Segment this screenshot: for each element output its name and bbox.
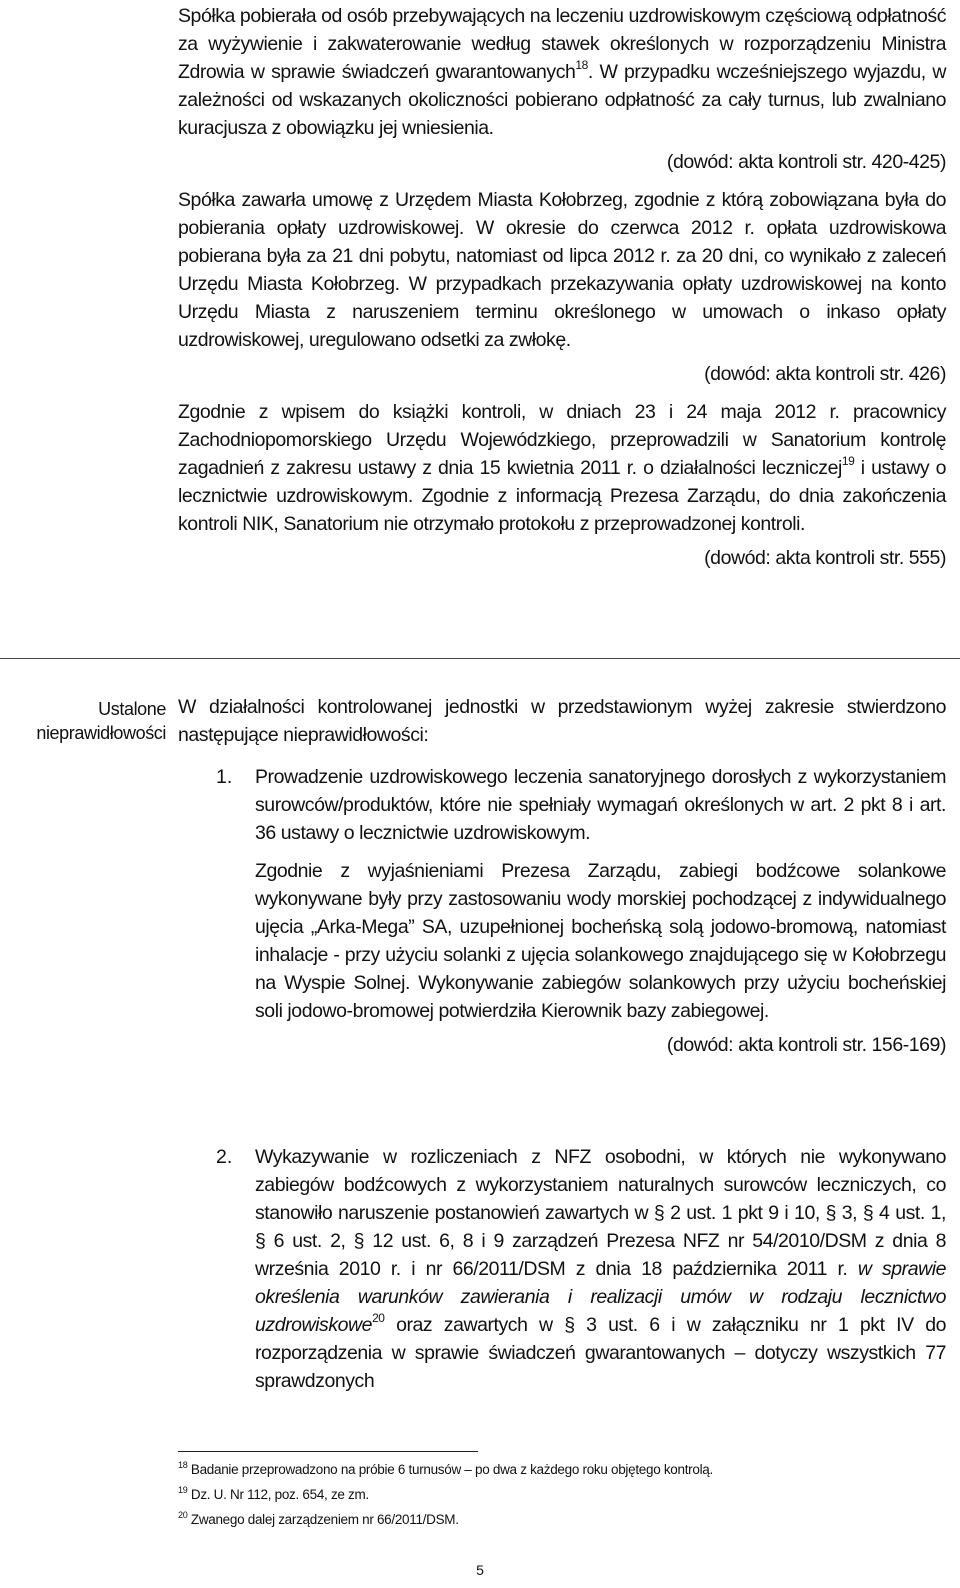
page-number: 5 (476, 1562, 484, 1578)
irregularities-intro: W działalności kontrolowanej jednostki w przedstawionym wyżej zakresie stwierdzono następujące nieprawidłowości: (178, 696, 946, 746)
paragraph-partial-payment (178, 2, 946, 142)
paragraph-inspection (178, 398, 946, 538)
evidence-reference: (dowód: akta kontroli str. 156-169) (666, 1034, 946, 1056)
side-label-line: nieprawidłowości (36, 723, 166, 743)
irregularities-section (178, 693, 946, 749)
list-item-text (255, 1143, 946, 1395)
regulation-title: w sprawie określenia warunków zawierania i realizacji umów w rodzaju lecznictwo uzdrowiskowe (255, 1258, 946, 1336)
side-label-line: Ustalone (98, 699, 166, 719)
evidence-reference: (dowód: akta kontroli str. 555) (704, 547, 946, 569)
paragraph-text-rest: i ustawy o lecznictwie uzdrowiskowym. Zgodnie z informacją Prezesa Zarządu, do dnia zakończenia kontroli NIK, Sanatorium nie otrzymało protokołu z przeprowadzonej kontroli. (178, 457, 946, 535)
footnote-ref-19[interactable]: 19 (841, 453, 855, 468)
list-number: 1. (216, 766, 233, 788)
footnote-separator (178, 1451, 478, 1452)
paragraph-text: Spółka pobierała od osób przebywających na leczeniu uzdrowiskowym częściową odpłatność za wyżywienie i zakwaterowanie według stawek określonych w rozporządzeniu Ministra Zdrowia w sprawie świadczeń gwarantowanych (178, 5, 946, 83)
evidence-reference: (dowód: akta kontroli str. 420-425) (666, 151, 946, 173)
footnote-ref-18[interactable]: 18 (575, 57, 588, 72)
footnote-text: Zwanego dalej zarządzeniem nr 66/2011/DSM. (190, 1512, 459, 1527)
footnote-number: 19 (178, 1484, 188, 1495)
footnote-number: 18 (178, 1459, 188, 1470)
paragraph-text: Zgodnie z wpisem do książki kontroli, w dniach 23 i 24 maja 2012 r. pracownicy Zachodniopomorskiego Urzędu Wojewódzkiego, przeprowadzili w Sanatorium kontrolę zagadnień z zakresu ustawy z dnia 15 kwietnia 2011 r. o działalności leczniczej (178, 401, 946, 479)
list-item-explanation: Zgodnie z wyjaśnieniami Prezesa Zarządu, zabiegi bodźcowe solankowe wykonywane były przy zastosowaniu wody morskiej pochodzącej z indywidualnego ujęcia „Arka-Mega” SA, uzupełnionej bocheńską solą jodowo-bromową, natomiast inhalacje - przy użyciu solanki z ujęcia solankowego znajdującego się w Kołobrzegu na Wyspie Solnej. Wykonywanie zabiegów solankowych przy użyciu bocheńskiej soli jodowo-bromowej potwierdziła Kierownik bazy zabiegowej. (255, 860, 946, 1022)
top-section (178, 2, 946, 572)
section-divider (0, 658, 960, 659)
footnote-text: Badanie przeprowadzono na próbie 6 turnusów – po dwa z każdego roku objętego kontrolą. (190, 1462, 713, 1477)
list-body (255, 763, 946, 1059)
list-item-text: Prowadzenie uzdrowiskowego leczenia sanatoryjnego dorosłych z wykorzystaniem surowców/produktów, które nie spełniały wymagań określonych w art. 2 pkt 8 i art. 36 ustawy o lecznictwie uzdrowiskowym. (255, 766, 946, 844)
list-item-text-part: oraz zawartych w § 3 ust. 6 i w załączniku nr 1 pkt IV do rozporządzenia w sprawie świadczeń gwarantowanych – dotyczy wszystkich 77 sprawdzonych (255, 1314, 946, 1392)
footnote-19 (178, 1486, 946, 1504)
list-body (255, 1143, 946, 1395)
footnote-18 (178, 1461, 946, 1479)
list-item-text-part: Wykazywanie w rozliczeniach z NFZ osobodni, w których nie wykonywano zabiegów bodźcowych z wykorzystaniem naturalnych surowców leczniczych, co stanowiło naruszenie postanowień zawartych w § 2 ust. 1 pkt 9 i 10, § 3, § 4 ust. 1, § 6 ust. 2, § 12 ust. 6, 8 i 9 zarządzeń Prezesa NFZ nr 54/2010/DSM z dnia 8 września 2010 r. i nr 66/2011/DSM z dnia 18 października 2011 r. (255, 1146, 946, 1280)
list-number: 2. (216, 1146, 233, 1168)
footnote-text: Dz. U. Nr 112, poz. 654, ze zm. (190, 1487, 369, 1502)
evidence-reference: (dowód: akta kontroli str. 426) (704, 363, 946, 385)
footnote-ref-20[interactable]: 20 (372, 1310, 385, 1325)
footnote-20 (178, 1511, 946, 1529)
paragraph-spa-fee: Spółka zawarła umowę z Urzędem Miasta Kołobrzeg, zgodnie z którą zobowiązana była do pobierania opłaty uzdrowiskowej. W okresie do czerwca 2012 r. opłata uzdrowiskowa pobierana była za 21 dni pobytu, natomiast od lipca 2012 r. za 20 dni, co wynikało z zaleceń Urzędu Miasta Kołobrzeg. W przypadkach przekazywania opłaty uzdrowiskowej na konto Urzędu Miasta z naruszeniem terminu określonego w umowach o inkaso opłaty uzdrowiskowej, uregulowano odsetki za zwłokę. (178, 189, 946, 351)
side-label (0, 697, 166, 745)
footnote-number: 20 (178, 1509, 188, 1520)
paragraph-text-rest: . W przypadku wcześniejszego wyjazdu, w zależności od wskazanych okoliczności pobierano odpłatność za cały turnus, lub zwalniano kuracjusza z obowiązku jej wniesienia. (178, 61, 946, 139)
